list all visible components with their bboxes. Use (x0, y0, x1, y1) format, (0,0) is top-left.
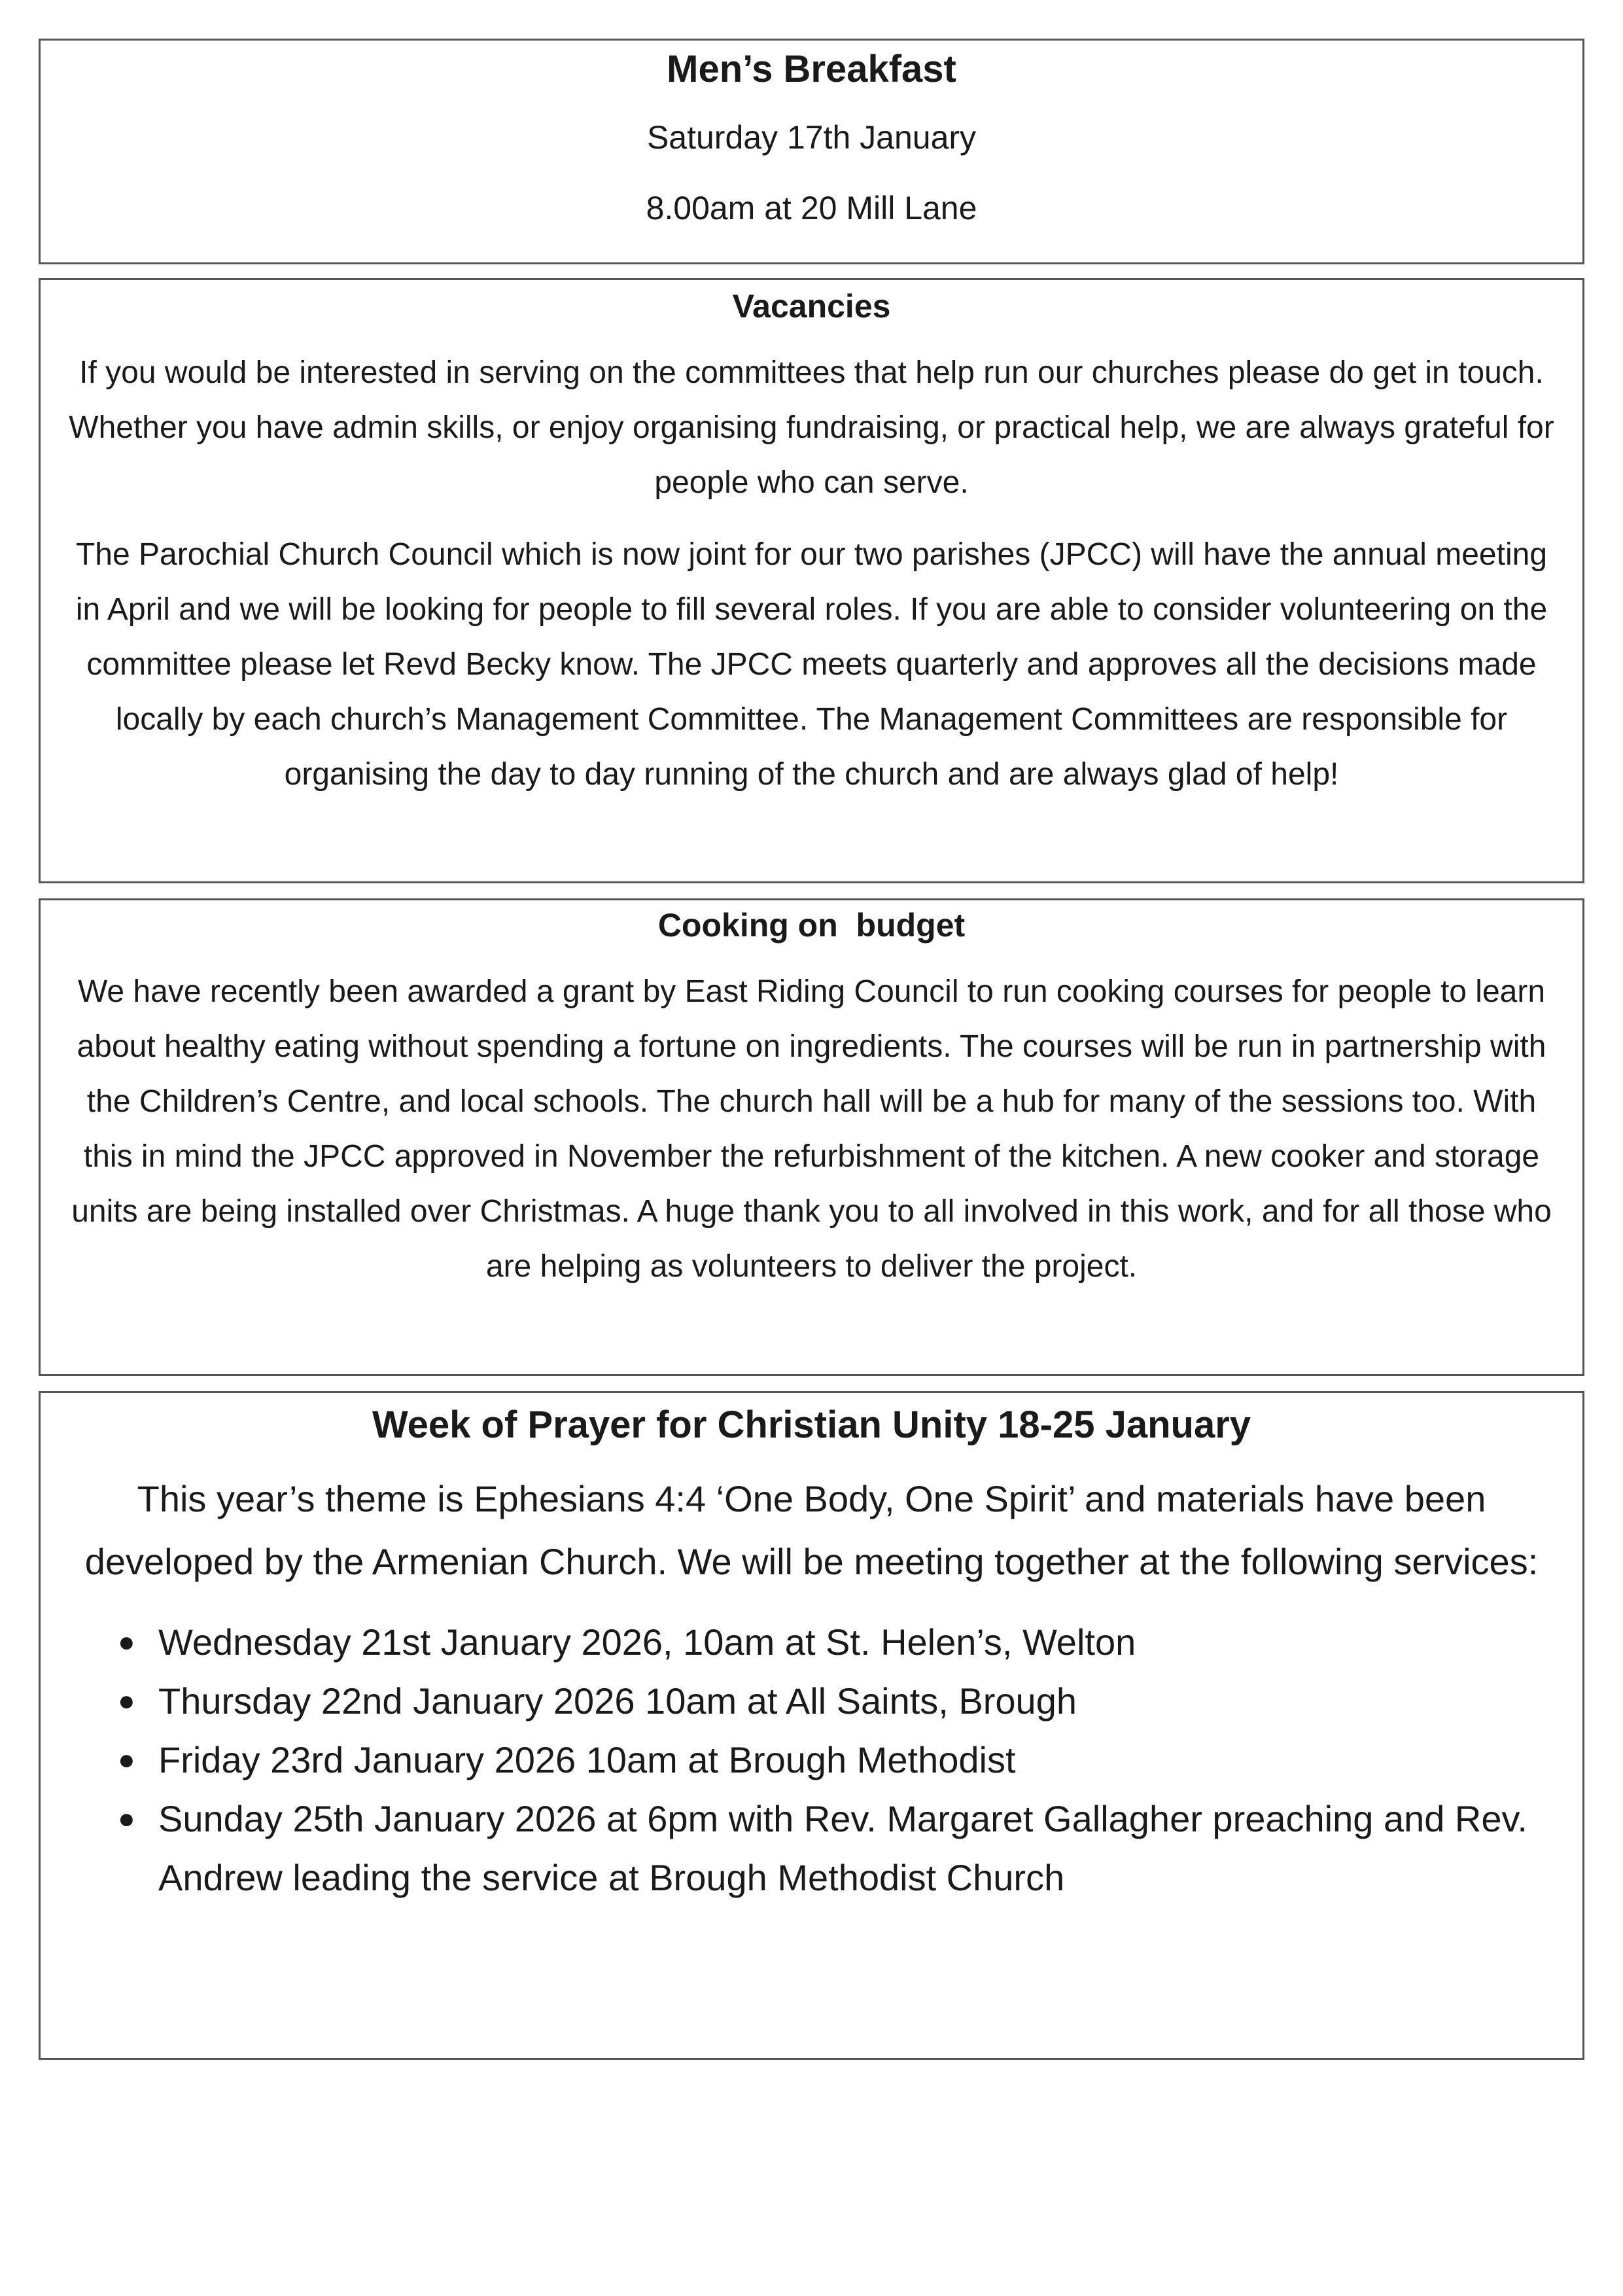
week-of-prayer-title: Week of Prayer for Christian Unity 18-25 January (372, 1404, 1251, 1446)
service-text: Sunday 25th January 2026 at 6pm with Rev. Margaret Gallagher preaching and Rev. Andrew leading the service at Brough Methodist Church (158, 1798, 1527, 1898)
vacancies-paragraph-1: If you would be interested in serving on the committees that help run our churches please do get in touch. Whether you have admin skills, or enjoy organising fundraising, or practical help, we are always grateful for people who can serve. (69, 355, 1554, 500)
list-item (118, 1672, 1543, 1731)
service-text: Thursday 22nd January 2026 10am at All Saints, Brough (158, 1680, 1077, 1722)
vacancies-paragraph-2: The Parochial Church Council which is now joint for our two parishes (JPCC) will have the annual meeting in April and we will be looking for people to fill several roles. If you are able to consider volunteering on the committee please let Revd Becky know. The JPCC meets quarterly and approves all the decisions made locally by each church’s Management Committee. The Management Committees are responsible for organising the day to day running of the church and are always glad of help! (75, 537, 1548, 792)
cooking-paragraph: We have recently been awarded a grant by East Riding Council to run cooking courses for people to learn about healthy eating without spending a fortune on ingredients. The courses will be run in partnership with the Children’s Centre, and local schools. The church hall will be a hub for many of the sessions too. With this in mind the JPCC approved in November the refurbishment of the kitchen. A new cooker and storage units are being installed over Christmas. A huge thank you to all involved in this work, and for all those who are helping as volunteers to deliver the project. (71, 974, 1552, 1284)
vacancies-title: Vacancies (732, 288, 891, 325)
cooking-title: Cooking on budget (657, 907, 966, 944)
services-list (80, 1613, 1543, 1907)
list-item (118, 1613, 1543, 1672)
bullet-icon: ● (118, 1744, 135, 1776)
bullet-icon: ● (118, 1685, 135, 1717)
list-item (118, 1790, 1543, 1907)
service-text: Friday 23rd January 2026 10am at Brough Methodist (158, 1739, 1016, 1780)
vacancies-section (39, 278, 1584, 883)
week-of-prayer-intro: This year’s theme is Ephesians 4:4 ‘One Body, One Spirit’ and materials have been developed by the Armenian Church. We will be meeting together at the following services: (84, 1478, 1539, 1582)
service-text: Wednesday 21st January 2026, 10am at St. Helen’s, Welton (158, 1621, 1136, 1663)
bullet-icon: ● (118, 1803, 135, 1835)
mens-breakfast-section (39, 39, 1584, 264)
mens-breakfast-title: Men’s Breakfast (667, 48, 956, 90)
list-item (118, 1731, 1543, 1790)
week-of-prayer-section (39, 1391, 1584, 2060)
mens-breakfast-date: Saturday 17th January (646, 119, 977, 156)
cooking-on-budget-section (39, 898, 1584, 1376)
bullet-icon: ● (118, 1626, 135, 1658)
mens-breakfast-place: 8.00am at 20 Mill Lane (646, 190, 977, 226)
